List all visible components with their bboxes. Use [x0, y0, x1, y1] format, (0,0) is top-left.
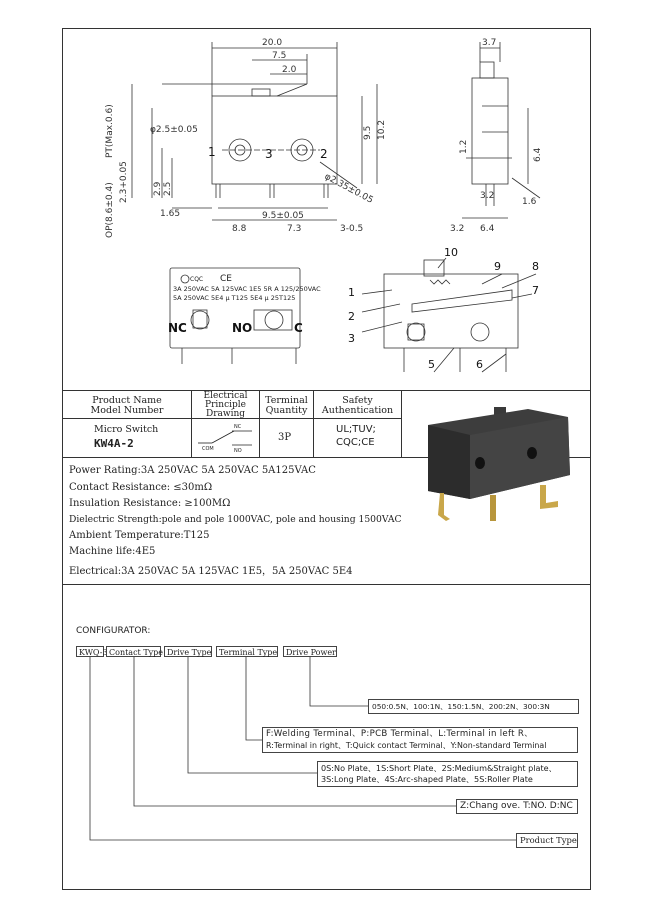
dim-6-4: 6.4: [480, 224, 495, 234]
header-terminal: Terminal Quantity: [265, 395, 308, 416]
dim-3-7: 3.7: [482, 38, 497, 48]
hole-label-2: φ2.35±0.05: [322, 171, 375, 206]
dim-20: 20.0: [262, 38, 283, 48]
spec-insulation-resistance: Insulation Resistance: ≥100MΩ: [69, 498, 231, 509]
safety-line1: UL;TUV;: [336, 424, 376, 435]
dim-1-2: 1.2: [459, 139, 469, 154]
callout-2: 2: [348, 310, 355, 323]
option-drive-type: [317, 761, 578, 787]
dim-7-5: 7.5: [272, 51, 287, 61]
callout-8: 8: [532, 260, 539, 273]
dim-10-2: 10.2: [377, 119, 387, 140]
dim-9-5-v: 9.5: [363, 125, 373, 140]
header-electrical: Electrical Principle Drawing: [203, 391, 248, 419]
schematic-com: COM: [202, 446, 214, 452]
dim-1-65: 1.65: [160, 209, 181, 219]
option-drive-line1: 0S:No Plate、1S:Short Plate、2S:Medium&Straight plate、: [321, 763, 557, 773]
spec-dielectric-strength: Dielectric Strength:pole and pole 1000VAC, pole and housing 1500VAC: [69, 514, 402, 525]
option-contact-type: Z:Chang ove. T:NO. D:NC: [456, 799, 578, 814]
body-marking-line2: 5A 250VAC 5E4 μ T125 5E4 μ 25T125: [173, 294, 296, 302]
dim-pt: PT(Max.0.6): [105, 104, 115, 158]
config-box-terminal-type: Terminal Type: [216, 646, 278, 657]
spec-machine-life: Machine life:4E5: [69, 546, 156, 557]
option-product-type: Product Type: [516, 833, 578, 848]
option-terminal-type: [262, 727, 578, 753]
header-product: Product Name Model Number: [90, 395, 164, 416]
option-terminal-line1: F:Welding Terminal、P:PCB Terminal、L:Terminal in left R、: [266, 729, 534, 739]
dim-2-9: 2.9: [153, 181, 163, 196]
dim-2-0: 2.0: [282, 65, 297, 75]
product-name: Micro Switch: [94, 424, 159, 435]
config-box-drive-type: Drive Type: [164, 646, 212, 657]
model-number: KW4A-2: [94, 437, 134, 450]
terminal-label-c: C: [294, 321, 303, 335]
body-marking-line1: 3A 250VAC 5A 125VAC 1E5 5R A 125/250VAC: [173, 285, 321, 293]
callout-10: 10: [444, 246, 458, 259]
config-box-kwq: KWQ-3: [76, 646, 104, 657]
spec-contact-resistance: Contact Resistance: ≤30mΩ: [69, 482, 213, 493]
config-box-drive-power: Drive Power: [283, 646, 337, 657]
dim-6-4-v: 6.4: [533, 147, 543, 162]
configurator-title: CONFIGURATOR:: [76, 626, 151, 636]
dim-3-2-b: 3.2: [450, 224, 465, 234]
pin-number-2: 2: [320, 147, 328, 161]
schematic-nc: NC: [234, 424, 242, 430]
dim-8-8: 8.8: [232, 224, 247, 234]
callout-6: 6: [476, 358, 483, 371]
config-box-contact-type: Contact Type: [106, 646, 161, 657]
dim-1-6: 1.6: [522, 197, 537, 207]
dim-2-3: 2.3+0.05: [119, 161, 129, 203]
dim-2-5: 2.5: [163, 181, 173, 196]
callout-1: 1: [348, 286, 355, 299]
schematic-no: NO: [234, 448, 242, 454]
callout-5: 5: [428, 358, 435, 371]
dim-3-2-a: 3.2: [480, 191, 495, 201]
dim-op: OP(8.6±0.4): [105, 182, 115, 238]
pin-number-1: 1: [208, 145, 216, 159]
pin-number-3: 3: [265, 147, 273, 161]
ce-mark: CE: [220, 274, 232, 284]
callout-9: 9: [494, 260, 501, 273]
terminal-label-no: NO: [232, 321, 253, 335]
cqc-logo: CQC: [190, 276, 204, 283]
option-terminal-line2: R:Terminal in right、T:Quick contact Terminal、Y:Non-standard Terminal: [266, 741, 547, 750]
dim-9-5: 9.5±0.05: [262, 211, 304, 221]
spec-electrical: Electrical:3A 250VAC 5A 125VAC 1E5，5A 250VAC 5E4: [69, 566, 353, 577]
hole-label-1: φ2.5±0.05: [150, 125, 198, 135]
terminal-label-nc: NC: [168, 321, 187, 335]
dim-3-0-5: 3-0.5: [340, 224, 364, 234]
option-drive-line2: 3S:Long Plate、4S:Arc-shaped Plate、5S:Roller Plate: [321, 774, 533, 784]
option-drive-power: 050:0.5N、100:1N、150:1.5N、200:2N、300:3N: [368, 699, 579, 714]
spec-power-rating: Power Rating:3A 250VAC 5A 250VAC 5A125VAC: [69, 465, 316, 476]
terminal-quantity: 3P: [278, 432, 292, 443]
safety-line2: CQC;CE: [336, 437, 375, 448]
dim-7-3: 7.3: [287, 224, 302, 234]
callout-3: 3: [348, 332, 355, 345]
callout-7: 7: [532, 284, 539, 297]
spec-ambient-temperature: Ambient Temperature:T125: [69, 530, 210, 541]
header-safety: Safety Authentication: [321, 395, 394, 416]
